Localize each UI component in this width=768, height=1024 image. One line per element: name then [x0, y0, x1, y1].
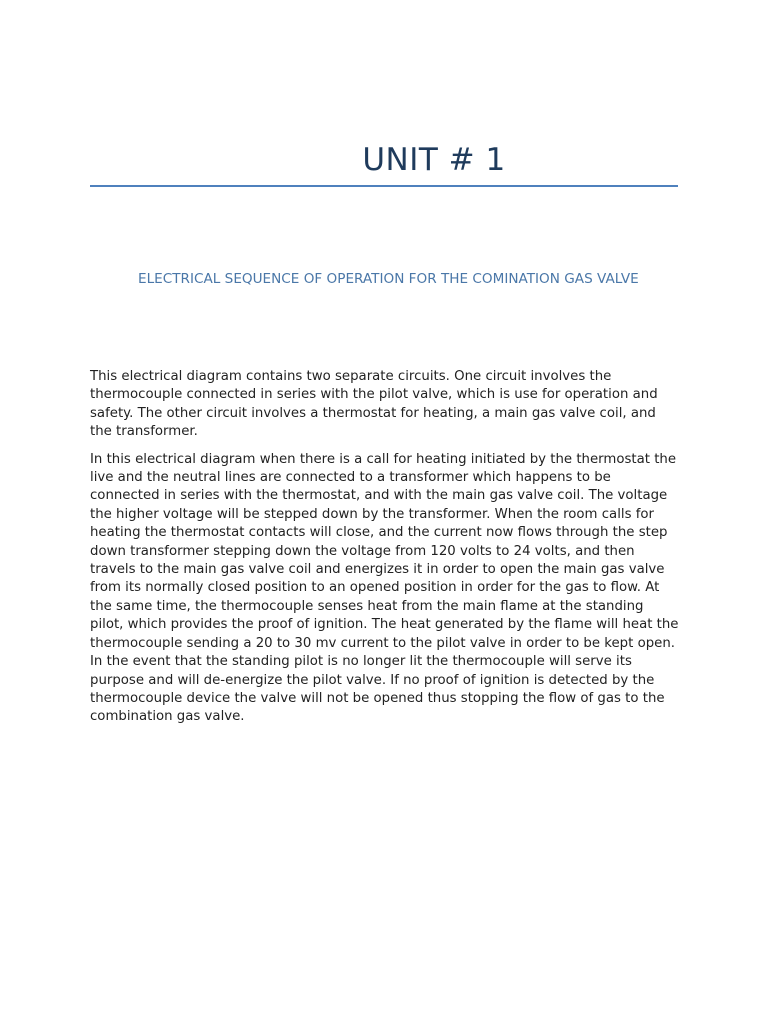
- section-heading: ELECTRICAL SEQUENCE OF OPERATION FOR THE COMINATION GAS VALVE: [138, 271, 639, 287]
- page-title: UNIT # 1: [362, 142, 506, 178]
- title-underline-divider: [90, 185, 678, 187]
- body-paragraph: This electrical diagram contains two separate circuits. One circuit involves the thermocouple connected in series with the pilot valve, which is use for operation and safety. The other circuit involves a thermostat for heating, a main gas valve coil, and the transformer.: [90, 369, 658, 440]
- body-text: [90, 368, 680, 736]
- body-paragraph: In this electrical diagram when there is a call for heating initiated by the thermostat the live and the neutral lines are connected to a transformer which happens to be connected in series with the thermostat, and with the main gas valve coil. The voltage the higher voltage will be stepped down by the transformer. When the room calls for heating the thermostat contacts will close, and the current now flows through the step down transformer stepping down the voltage from 120 volts to 24 volts, and then travels to the main gas valve coil and energizes it in order to open the main gas valve from its normally closed position to an opened position in order for the gas to flow. At the same time, the thermocouple senses heat from the main flame at the standing pilot, which provides the proof of ignition. The heat generated by the flame will heat the thermocouple sending a 20 to 30 mv current to the pilot valve in order to be kept open. In the event that the standing pilot is no longer lit the thermocouple will serve its purpose and will de-energize the pilot valve. If no proof of ignition is detected by the thermocouple device the valve will not be opened thus stopping the flow of gas to the combination gas valve.: [90, 451, 679, 725]
